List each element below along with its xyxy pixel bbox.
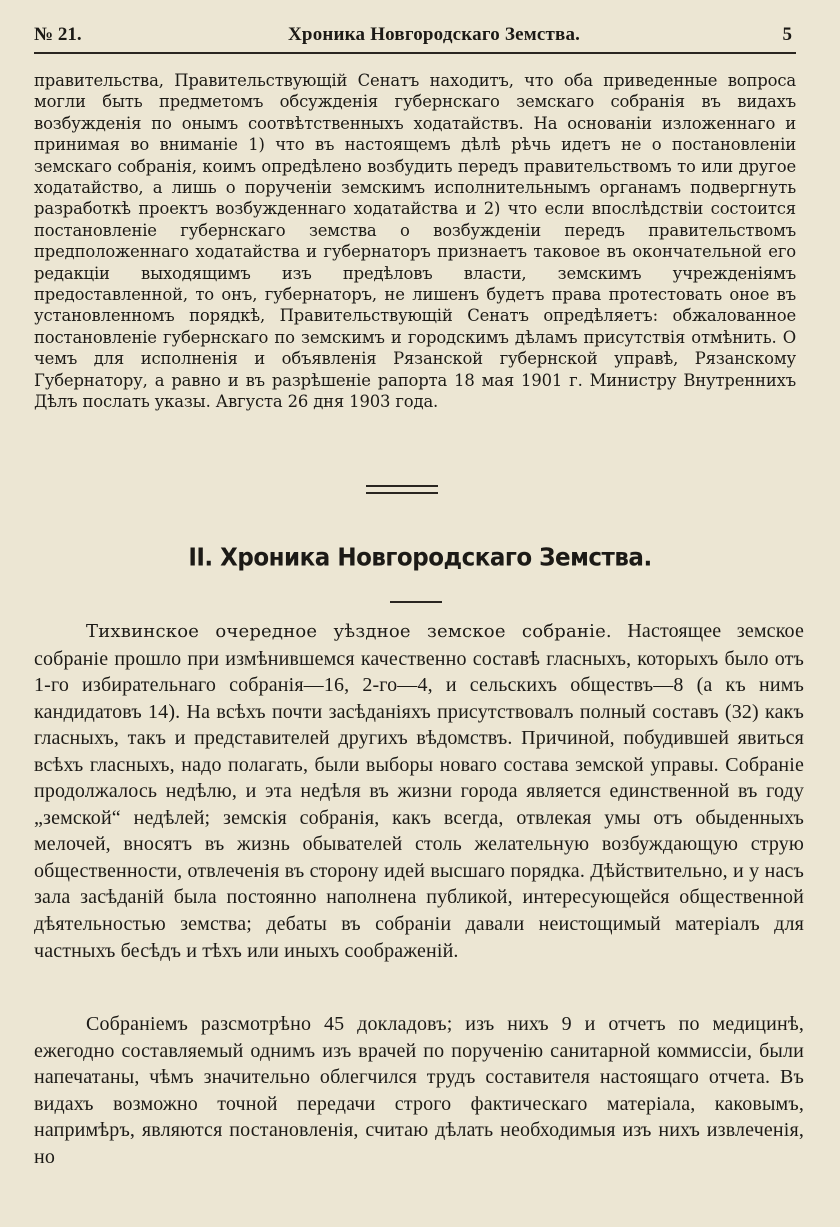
issue-number: № 21. xyxy=(34,24,82,45)
running-header xyxy=(34,22,796,54)
reports-paragraph: Собраніемъ разсмотрѣно 45 докладовъ; изъ нихъ 9 и отчетъ по медицинѣ, ежегодно составляемый однимъ изъ врачей по порученію санитарной коммиссіи, были напечатаны, чѣмъ значительно облегчился трудъ составителя настоящаго отчета. Въ видахъ возможно точной передачи строго фактическаго матеріала, каковымъ, напримѣръ, являются постановленія, считаю дѣлать необходимыя изъ нихъ извлеченія, но xyxy=(34,1013,804,1168)
senate-decision-paragraph: правительства, Правительствующій Сенатъ находитъ, что оба приведенные вопроса могли быть предметомъ обсужденія губернскаго земскаго собранія въ видахъ возбужденія по онымъ соотвѣтственныхъ ходатайствъ. На основаніи изложеннаго и принимая во вниманіе 1) что въ настоящемъ дѣлѣ рѣчь идетъ не о постановленіи земскаго собранія, коимъ опредѣлено возбудить передъ правительствомъ то или другое ходатайство, а лишь о порученіи земскимъ исполнительнымъ органамъ подвергнуть разработкѣ проектъ возбужденнаго ходатайства и 2) что если впослѣдствіи состоится постановленіе губернскаго земства о возбужденіи передъ правительствомъ предположеннаго ходатайства и губернаторъ признаетъ таковое въ окончательной его редакціи выходящимъ изъ предѣловъ власти, земскимъ учрежденіямъ предоставленной, то онъ, губернаторъ, не лишенъ будетъ права протестовать оное въ установленномъ порядкѣ, Правительствующій Сенатъ опредѣляетъ: обжалованное постановленіе губернскаго по земскимъ и городскимъ дѣламъ присутствія отмѣнить. О чемъ для исполненія и объявленія Рязанской губернской управѣ, Рязанскому Губернатору, а равно и въ разрѣшеніе рапорта 18 мая 1901 г. Министру Внутреннихъ Дѣлъ послать указы. Августа 26 дня 1903 года. xyxy=(34,71,796,412)
section-divider xyxy=(366,485,438,494)
page-number: 5 xyxy=(782,24,792,45)
section-heading: II. Хроника Новгородскаго Земства. xyxy=(188,543,652,573)
assembly-title-spaced: Тихвинское очередное уѣздное земское собраніе. xyxy=(86,621,612,642)
heading-rule xyxy=(390,601,442,603)
tikhvin-assembly-paragraph xyxy=(34,618,804,964)
assembly-text: Настоящее земское собраніе прошло при измѣнившемся качественно составѣ гласныхъ, которыхъ было отъ 1-го избирательнаго собранія—16, 2-го—4, и сельскихъ обществъ—8 (а къ нимъ кандидатовъ 14). На всѣхъ почти засѣданіяхъ присутствовалъ полный составъ (32) какъ гласныхъ, такъ и представителей другихъ вѣдомствъ. Причиной, побудившей явиться всѣхъ гласныхъ, надо полагать, были выборы новаго состава земской управы. Собраніе продолжалось недѣлю, и эта недѣля въ жизни города является единственной въ году „земской“ недѣлей; земскія собранія, какъ всегда, отвлекая умы отъ обыденныхъ мелочей, вносятъ въ жизнь обывателей столь желательную возбуждающую струю общественности, отвлеченія въ сторону идей высшаго порядка. Дѣйствительно, и у насъ зала засѣданій была постоянно наполнена публикой, интересующейся общественной дѣятельностью земства; дебаты въ собраніи давали неистощимый матеріалъ для частныхъ бесѣдъ и тѣхъ или иныхъ соображеній. xyxy=(34,620,804,962)
running-title: Хроника Новгородскаго Земства. xyxy=(288,24,581,45)
